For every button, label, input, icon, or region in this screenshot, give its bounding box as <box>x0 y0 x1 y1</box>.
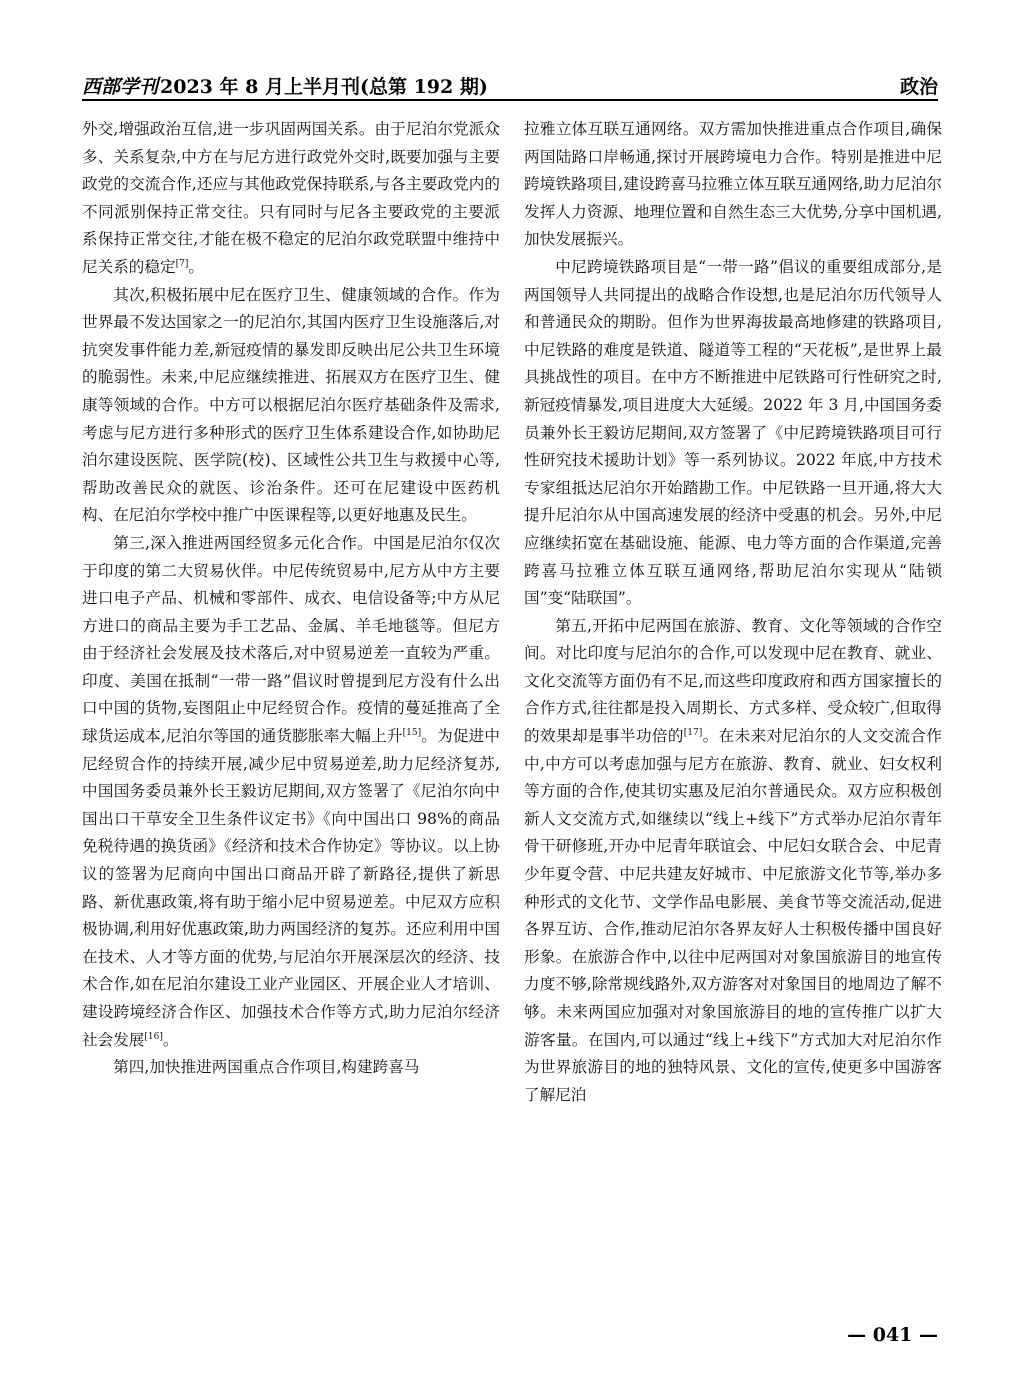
issue-info: 2023 年 8 月上半月刊(总第 192 期) <box>160 76 488 98</box>
paragraph-2: 其次,积极拓展中尼在医疗卫生、健康领域的合作。作为世界最不发达国家之一的尼泊尔,其国内医疗卫生设施落后,对抗突发事件能力差,新冠疫情的暴发即反映出尼公共卫生环境的脆弱性。未来,中尼应继续推进、拓展双方在医疗卫生、健康等领域的合作。中方可以根据尼泊尔医疗基础条件及需求,考虑与尼方进行多种形式的医疗卫生体系建设合作,如协助尼泊尔建设医院、医学院(校)、区域性公共卫生与救援中心等,帮助改善民众的就医、诊治条件。还可在尼建设中医药机构、在尼泊尔学校中推广中医课程等,以更好地惠及民生。 <box>82 285 500 525</box>
paragraph-text: 第三,深入推进两国经贸多元化合作。中国是尼泊尔仅次于印度的第二大贸易伙伴。中尼传统贸易中,尼方从中方主要进口电子产品、机械和零部件、成衣、电信设备等;中方从尼方进口的商品主要为手工艺品、金属、羊毛地毯等。但尼方由于经济社会发展及技术落后,对中贸易逆差一直较为严重。印度、美国在抵制“一带一路”倡议时曾提到尼方没有什么出口中国的货物,妄图阻止中尼经贸合作。疫情的蔓延推高了全球货运成本,尼泊尔等国的通货膨胀率大幅上升 <box>82 533 500 746</box>
journal-logo: 西部学刊 <box>82 76 159 98</box>
paragraph-4-continued: 拉雅立体互联互通网络。双方需加快推进重点合作项目,确保两国陆路口岸畅通,探讨开展跨境电力合作。特别是推进中尼跨境铁路项目,建设跨喜马拉雅立体互联互通网络,助力尼泊尔发挥人力资源、地理位置和自然生态三大优势,分享中国机遇,加快发展振兴。 <box>524 120 942 249</box>
citation-17: [17] <box>683 727 703 738</box>
header-rule <box>82 99 938 101</box>
paragraph-text: 外交,增强政治互信,进一步巩固两国关系。由于尼泊尔党派众多、关系复杂,中方在与尼方进行政党外交时,既要加强与主要政党的交流合作,还应与其他政党保持联系,与各主要政党内的不同派别保持正常交往。只有同时与尼各主要政党的主要派系保持正常交往,才能在极不稳定的尼泊尔政党联盟中维持中尼关系的稳定 <box>82 120 500 276</box>
section-label: 政治 <box>899 76 938 98</box>
paragraph-text: 第五,开拓中尼两国在旅游、教育、文化等领域的合作空间。对比印度与尼泊尔的合作,可以发现中尼在教育、就业、文化交流等方面仍有不足,而这些印度政府和西方国家擅长的合作方式,往往都是投入周期长、方式多样、受众较广,但取得的效果却是事半功倍的 <box>524 616 942 746</box>
paragraph-text: 。为促进中尼经贸合作的持续开展,减少尼中贸易逆差,助力尼经济复苏,中国国务委员兼外长王毅访尼期间,双方签署了《尼泊尔向中国出口干草安全卫生条件议定书》《向中国出口 98%的商品免税待遇的换货函》《经济和技术合作协定》等协议。以上协议的签署为尼商向中国出口商品开辟了新路径,提供了新思路、新优惠政策,将有助于缩小尼中贸易逆差。中尼双方应积极协调,利用好优惠政策,助力两国经济的复苏。还应利用中国在技术、人才等方面的优势,与尼泊尔开展深层次的经济、技术合作,如在尼泊尔建设工业产业园区、开展企业人才培训、建设跨境经济合作区、加强技术合作等方式,助力尼泊尔经济社会发展 <box>82 727 500 1049</box>
citation-15: [15] <box>402 727 422 738</box>
page-number: — 041 — <box>847 1324 938 1346</box>
paragraph-4: 第四,加快推进两国重点合作项目,构建跨喜马 <box>113 1058 420 1077</box>
running-header <box>82 68 938 100</box>
masthead <box>82 72 488 99</box>
paragraph-text: 。在未来对尼泊尔的人文交流合作中,中方可以考虑加强与尼方在旅游、教育、就业、妇女权利等方面的合作,使其切实惠及尼泊尔普通民众。双方应积极创新人文交流方式,如继续以“线上+线下”方式举办尼泊尔青年骨干研修班,开办中尼青年联谊会、中尼妇女联合会、中尼青少年夏令营、中尼共建友好城市、中尼旅游文化节等,举办多种形式的文化节、文学作品电影展、美食节等交流活动,促进各界互访、合作,推动尼泊尔各界友好人士积极传播中国良好形象。在旅游合作中,以往中尼两国对对象国旅游目的地宣传力度不够,除常规线路外,双方游客对对象国目的地周边了解不够。未来两国应加强对对象国旅游目的地的宣传推广以扩大游客量。在国内,可以通过“线上+线下”方式加大对尼泊尔作为世界旅游目的地的独特风景、文化的宣传,使更多中国游客了解尼泊 <box>524 727 942 1104</box>
paragraph-3 <box>82 530 500 1054</box>
paragraph-text: 。 <box>162 1030 179 1049</box>
right-column <box>524 116 942 1109</box>
citation-7: [7] <box>175 258 189 269</box>
paragraph-5: 中尼跨境铁路项目是“一带一路”倡议的重要组成部分,是两国领导人共同提出的战略合作设想,也是尼泊尔历代领导人和普通民众的期盼。但作为世界海拔最高地修建的铁路项目,中尼铁路的难度是铁道、隧道等工程的“天花板”,是世界上最具挑战性的项目。在中方不断推进中尼铁路可行性研究之时,新冠疫情暴发,项目进度大大延缓。2022 年 3 月,中国国务委员兼外长王毅访尼期间,双方签署了《中尼跨境铁路项目可行性研究技术援助计划》等一系列协议。2022 年底,中方技术专家组抵达尼泊尔开始踏勘工作。中尼铁路一旦开通,将大大提升尼泊尔从中国高速发展的经济中受惠的机会。另外,中尼应继续拓宽在基础设施、能源、电力等方面的合作渠道,完善跨喜马拉雅立体互联互通网络,帮助尼泊尔实现从“陆锁国”变“陆联国”。 <box>524 257 942 608</box>
paragraph-6 <box>524 613 942 1110</box>
left-column <box>82 116 500 1082</box>
citation-16: [16] <box>144 1031 163 1042</box>
paragraph-text: 。 <box>188 257 204 276</box>
paragraph-1 <box>82 116 500 282</box>
